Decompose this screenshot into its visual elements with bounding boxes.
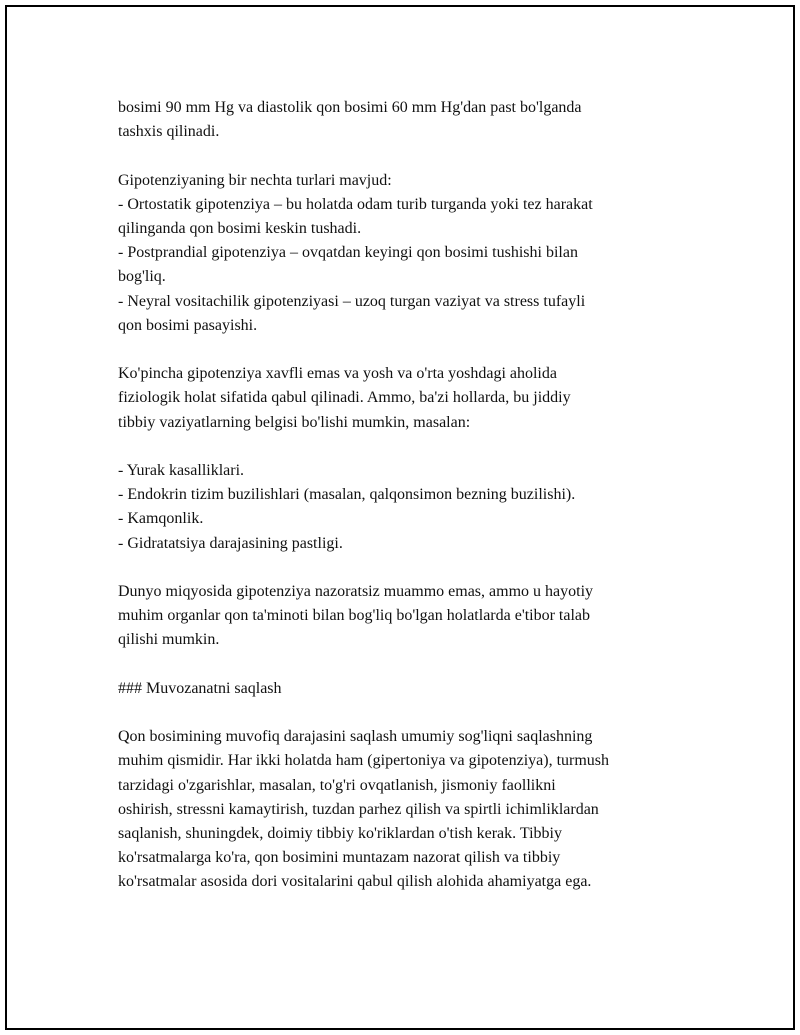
text-line: oshirish, stressni kamaytirish, tuzdan parhez qilish va spirtli ichimliklardan [118,800,599,818]
text-line: ko'rsatmalarga ko'ra, qon bosimini muntazam nazorat qilish va tibbiy [118,849,561,867]
text-line: Dunyo miqyosida gipotenziya nazoratsiz muammo emas, ammo u hayotiy [118,583,594,600]
text-line: Qon bosimining muvofiq darajasini saqlash umumiy sog'liqni saqlashning [118,728,593,746]
text-line: Ko'pincha gipotenziya xavfli emas va yosh va o'rta yoshdagi aholida [118,365,557,383]
paragraph [118,725,708,894]
text-line: - Ortostatik gipotenziya – bu holatda odam turib turganda yoki tez harakat [118,195,593,213]
paragraph [118,96,708,144]
text-line: tarzidagi o'zgarishlar, masalan, to'g'ri ovqatlanish, jismoniy faollikni [118,776,556,794]
text-line: bosimi 90 mm Hg va diastolik qon bosimi 60 mm Hg'dan past bo'lganda [118,99,582,116]
text-line: tibbiy vaziyatlarning belgisi bo'lishi mumkin, masalan: [118,413,471,431]
paragraph [118,362,708,435]
text-line: ### Muvozanatni saqlash [118,679,282,697]
text-line: bog'liq. [118,268,166,286]
text-line: - Endokrin tizim buzilishlari (masalan, qalqonsimon bezning buzilishi). [118,486,576,504]
text-line: qon bosimi pasayishi. [118,316,258,334]
document-body [118,96,708,919]
text-line: fiziologik holat sifatida qabul qilinadi. Ammo, ba'zi hollarda, bu jiddiy [118,389,571,407]
text-line: qilinganda qon bosimi keskin tushadi. [118,220,362,237]
text-line: - Postprandial gipotenziya – ovqatdan keyingi qon bosimi tushishi bilan [118,244,578,262]
paragraph [118,580,708,653]
text-line: - Neyral vositachilik gipotenziyasi – uzoq turgan vaziyat va stress tufayli [118,292,586,310]
paragraph [118,169,708,338]
text-line: - Yurak kasalliklari. [118,462,245,479]
text-line: - Gidratatsiya darajasining pastligi. [118,534,343,552]
text-line: ko'rsatmalar asosida dori vositalarini qabul qilish alohida ahamiyatga ega. [118,873,592,891]
text-line: muhim organlar qon ta'minoti bilan bog'liq bo'lgan holatlarda e'tibor talab [118,607,591,625]
text-line: - Kamqonlik. [118,510,204,528]
paragraph [118,677,708,701]
text-line: saqlanish, shuningdek, doimiy tibbiy ko'riklardan o'tish kerak. Tibbiy [118,825,562,842]
text-line: Gipotenziyaning bir nechta turlari mavjud: [118,171,392,189]
document-page [5,5,795,1030]
text-line: muhim qismidir. Har ikki holatda ham (gipertoniya va gipotenziya), turmush [118,752,610,770]
paragraph [118,459,708,556]
text-line: qilishi mumkin. [118,631,220,649]
text-line: tashxis qilinadi. [118,123,220,141]
